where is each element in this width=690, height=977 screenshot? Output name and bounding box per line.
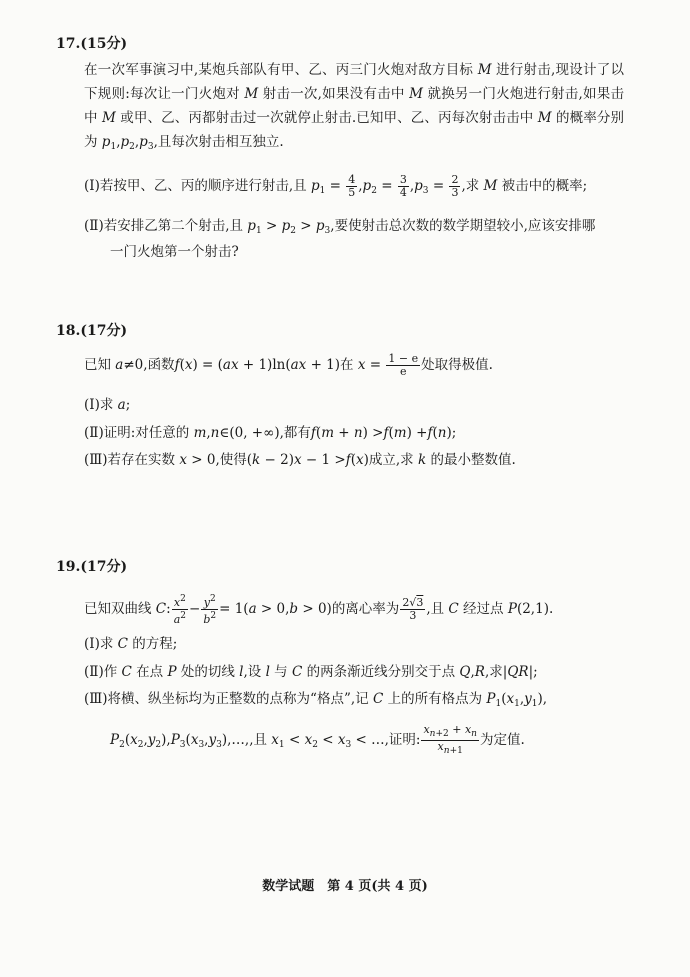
- question-19-part-3: (Ⅲ)将横、纵坐标均为正整数的点称为“格点”,记 C 上的所有格点为 $P_1(x_1,y_1)$,: [84, 691, 548, 709]
- question-18-part-3: (Ⅲ)若存在实数 x > 0,使得(k − 2)x − 1 >f(x)成立,求 k 的最小整数值.: [84, 452, 516, 468]
- fraction-x2-a2: $\frac{x^2}{a^2}$: [173, 594, 186, 626]
- fraction-p3: $\frac{2}{3}$: [451, 173, 459, 199]
- question-17-part-2-cont: 一门火炮第一个射击?: [110, 244, 239, 260]
- question-17-stem: 在一次军事演习中,某炮兵部队有甲、乙、丙三门火炮对敌方目标 M 进行射击,现设计了以下规则:每次让一门火炮对 M 射击一次,如果没有击中 M 就换另一门火炮进行射击,如果击中 M 或甲、乙、丙都射击过一次就停止射击.已知甲、乙、丙每次射击击中 M 的概率分别为 $p_1,p_2,p_3$,且每次射击相互独立.: [84, 62, 625, 152]
- fraction-eccentricity: $\frac{2√3}{3}$: [402, 596, 424, 622]
- fraction-extreme-point: $\frac{1 - e}{e}$: [388, 352, 419, 378]
- question-19-part-3-cont: $P_2(x_2,y_2),P_3(x_3,y_3),\dots$,,且 $x_1 < x_2 < x_3$ < …,证明: $\frac{x_{n+2} + x_n}{x_{n+1}}$ 为定值.: [110, 723, 525, 756]
- fraction-ratio: $\frac{x_{n+2} + x_n}{x_{n+1}}$: [423, 723, 477, 756]
- question-19-part-1: (Ⅰ)求 C 的方程;: [84, 636, 178, 652]
- question-18-part-2: (Ⅱ)证明:对任意的 m,n∈(0, +∞),都有f(m + n) >f(m) +f(n);: [84, 425, 457, 441]
- question-19-part-2: (Ⅱ)作 C 在点 P 处的切线 l,设 l 与 C 的两条渐近线分别交于点 Q,R,求|QR|;: [84, 664, 538, 680]
- question-17-part-2: (Ⅱ)若安排乙第二个射击,且 $p_1 > p_2 > p_3$,要使射击总次数的数学期望较小,应该安排哪: [84, 218, 596, 236]
- question-18-header: 18.(17分): [56, 323, 128, 339]
- fraction-p1: $\frac{4}{5}$: [348, 173, 356, 199]
- question-17-header: 17.(15分): [56, 36, 128, 52]
- question-18-stem: 已知 a≠0,函数f(x) = (ax + 1)ln(ax + 1)在 x = $\frac{1 - e}{e}$ 处取得极值.: [84, 352, 493, 378]
- question-19-header: 19.(17分): [56, 559, 128, 575]
- page-footer: 数学试题 第 4 页(共 4 页): [262, 879, 428, 894]
- fraction-p2: $\frac{3}{4}$: [399, 173, 407, 199]
- question-19-stem: 已知双曲线 C: $\frac{x^2}{a^2}$ − $\frac{y^2}{b^2}$ = 1(a > 0,b > 0)的离心率为 $\frac{2√3}{3}$ ,且 C 经过点 P(2,1).: [84, 594, 554, 626]
- question-18-part-1: (Ⅰ)求 a;: [84, 397, 131, 413]
- question-17-part-1: (Ⅰ)若按甲、乙、丙的顺序进行射击,且 $p_1$ = $\frac{4}{5}$ $,p_2$ = $\frac{3}{4}$ $,p_3$ = $\frac{2}{3}$ ,求 M 被击中的概率;: [84, 173, 588, 199]
- fraction-y2-b2: $\frac{y^2}{b^2}$: [203, 594, 217, 626]
